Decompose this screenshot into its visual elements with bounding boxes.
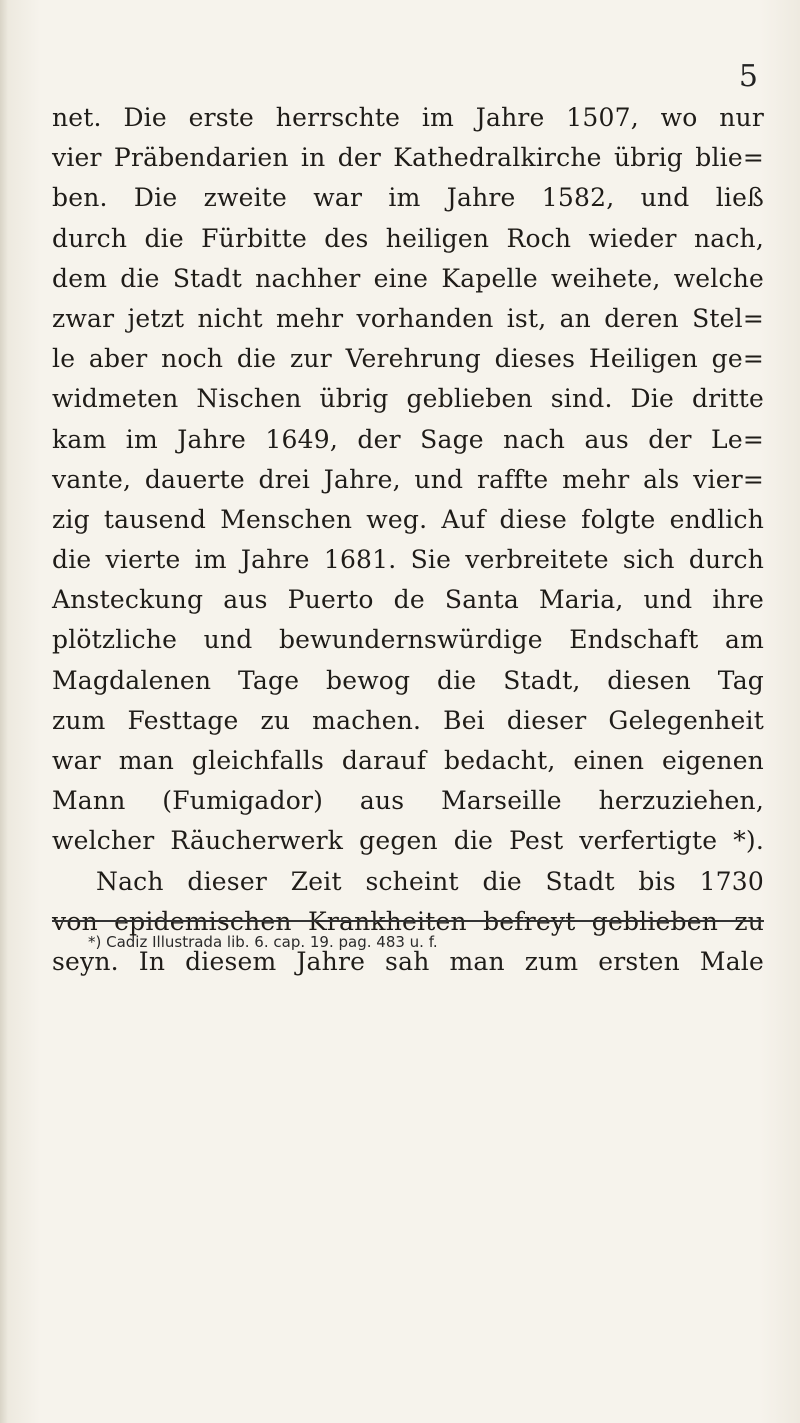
text-line: dem die Stadt nachher eine Kapelle weihete, welche — [52, 263, 764, 293]
text-line: ben. Die zweite war im Jahre 1582, und ließ — [52, 183, 764, 213]
text-line: von epidemischen Krankheiten befreyt geblieben zu — [52, 906, 764, 936]
text-line: die vierte im Jahre 1681. Sie verbreitete sich durch — [52, 545, 764, 575]
text-line: Ansteckung aus Puerto de Santa Maria, und ihre — [52, 585, 764, 615]
footnote-divider — [52, 920, 764, 922]
text-line: plötzliche und bewundernswürdige Endschaft am — [52, 625, 764, 655]
text-line: welcher Räucherwerk gegen die Pest verfertigte *). — [52, 826, 764, 856]
body-text — [52, 98, 764, 982]
text-line: kam im Jahre 1649, der Sage nach aus der Le= — [52, 424, 764, 454]
text-line: zig tausend Menschen weg. Auf diese folgte endlich — [52, 504, 764, 534]
text-line: vier Präbendarien in der Kathedralkirche übrig blie= — [52, 143, 764, 173]
text-line: Mann (Fumigador) aus Marseille herzuziehen, — [52, 786, 764, 816]
text-line: war man gleichfalls darauf bedacht, einen eigenen — [52, 746, 764, 775]
text-line: Nach dieser Zeit scheint die Stadt bis 1730 — [96, 866, 764, 896]
text-line: zum Festtage zu machen. Bei dieser Gelegenheit — [52, 705, 764, 735]
footnote: *) Cadiz Illustrada lib. 6. cap. 19. pag. 483 u. f. — [88, 933, 438, 951]
text-line: net. Die erste herrschte im Jahre 1507, wo nur — [52, 103, 764, 132]
text-line: seyn. In diesem Jahre sah man zum ersten Male — [52, 946, 764, 976]
text-line: le aber noch die zur Verehrung dieses Heiligen ge= — [52, 344, 764, 374]
text-line: widmeten Nischen übrig geblieben sind. Die dritte — [52, 384, 764, 414]
text-line: Magdalenen Tage bewog die Stadt, diesen Tag — [52, 665, 764, 695]
page-number: 5 — [738, 59, 758, 94]
text-line: durch die Fürbitte des heiligen Roch wieder nach, — [52, 223, 764, 253]
text-line: zwar jetzt nicht mehr vorhanden ist, an deren Stel= — [52, 303, 764, 333]
page-binding-shadow — [0, 0, 8, 1423]
text-line: vante, dauerte drei Jahre, und raffte mehr als vier= — [52, 464, 764, 494]
